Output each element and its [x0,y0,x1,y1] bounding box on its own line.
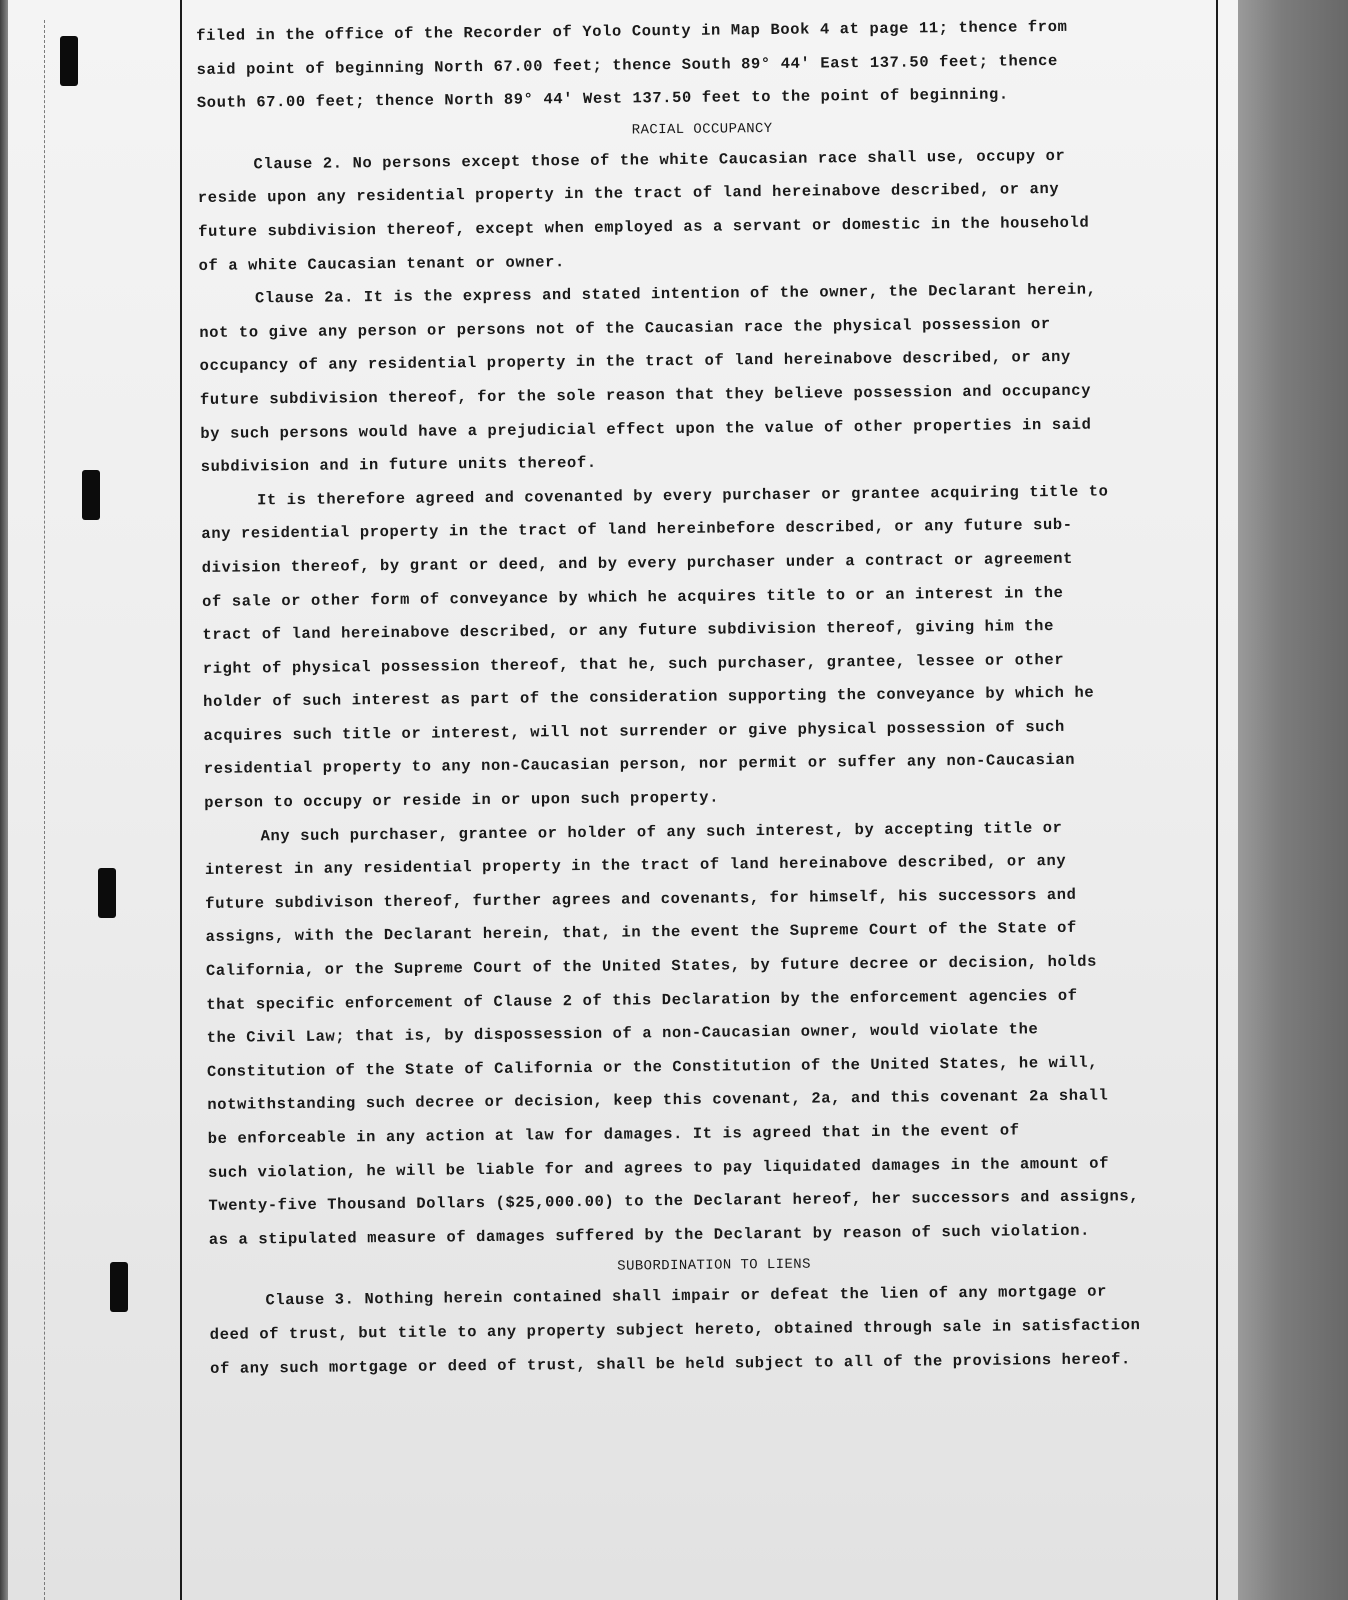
text-line: Clause 3. Nothing herein contained shall impair or defeat the lien of any mortgage or [265,1282,1108,1310]
text-line: such violation, he will be liable for and agrees to pay liquidated damages in the amount of [207,1154,1110,1182]
section-heading-subordination: SUBORDINATION TO LIENS [617,1257,811,1276]
text-line: not to give any person or persons not of the Caucasian race the physical possession or [199,314,1051,342]
text-line: by such persons would have a prejudicial effect upon the value of other properties in said [200,415,1092,443]
text-line: Twenty-five Thousand Dollars ($25,000.00) to the Declarant hereof, her successors and assigns, [208,1187,1140,1216]
intro-paragraph [196,10,1197,121]
text-line: any residential property in the tract of land hereinbefore described, or any future sub- [201,516,1073,544]
covenant-paragraph [201,474,1204,820]
binder-hole [110,1262,128,1312]
perforation-line [44,20,45,1600]
text-line: South 67.00 feet; thence North 89° 44' West 137.50 feet to the point of beginning. [196,85,1009,113]
text-line: filed in the office of the Recorder of Yolo County in Map Book 4 at page 11; thence from [196,17,1068,45]
text-line: division thereof, by grant or deed, and by every purchaser under a contract or agreement [201,549,1074,577]
text-line: future subdivison thereof, further agrees and covenants, for himself, his successors and [205,885,1077,913]
text-line: notwithstanding such decree or decision, keep this covenant, 2a, and this covenant 2a shall [207,1086,1109,1115]
text-line: Constitution of the State of California or the Constitution of the United States, he will, [206,1053,1099,1081]
text-line: assigns, with the Declarant herein, that, in the event the Supreme Court of the State of [205,919,1077,947]
text-line: reside upon any residential property in the tract of land hereinabove described, or any [197,180,1060,208]
text-line: of a white Caucasian tenant or owner. [198,252,566,275]
monitor-bezel-left [0,0,8,1600]
monitor-bezel-right [1238,0,1348,1600]
text-line: interest in any residential property in the tract of land hereinabove described, or any [204,852,1067,880]
text-line: person to occupy or reside in or upon such property. [204,788,720,813]
left-margin-rule [180,0,182,1600]
text-line: holder of such interest as part of the consideration supporting the conveyance by which he [203,683,1095,712]
text-line: the Civil Law; that is, by dispossession of a non-Caucasian owner, would violate the [206,1020,1039,1048]
text-line: Clause 2. No persons except those of the white Caucasian race shall use, occupy or [253,146,1066,174]
text-line: future subdivision thereof, except when employed as a servant or domestic in the household [198,213,1090,241]
clause-3-paragraph [209,1275,1210,1386]
text-line: subdivision and in future units thereof. [200,453,597,477]
clause-2-paragraph [197,138,1198,283]
text-line: acquires such title or interest, will not surrender or give physical possession of such [203,717,1065,745]
binder-hole [98,868,116,918]
binder-hole [82,470,100,520]
binder-hole [60,36,78,86]
text-line: future subdivision thereof, for the sole reason that they believe possession and occupancy [199,381,1092,409]
text-line: California, or the Supreme Court of the United States, by future decree or decision, holds [205,952,1098,980]
text-line: tract of land hereinabove described, or any future subdivision thereof, giving him the [202,617,1055,645]
text-line: said point of beginning North 67.00 feet; thence South 89° 44' East 137.50 feet; thence [196,51,1059,79]
right-margin-rule [1216,0,1218,1600]
text-line: occupancy of any residential property in the tract of land hereinabove described, or any [199,348,1072,376]
text-line: that specific enforcement of Clause 2 of this Declaration by the enforcement agencies of [206,986,1078,1014]
text-line: as a stipulated measure of damages suffered by the Declarant by reason of such violation. [208,1221,1091,1249]
text-line: of any such mortgage or deed of trust, shall be held subject to all of the provisions hereof. [210,1349,1132,1378]
section-heading-racial-occupancy: RACIAL OCCUPANCY [631,120,773,139]
text-line: deed of trust, but title to any property subject hereto, obtained through sale in satisfaction [209,1316,1141,1344]
text-line: It is therefore agreed and covenanted by every purchaser or grantee acquiring title to [256,482,1109,510]
damages-paragraph [204,810,1209,1257]
clause-2a-paragraph [199,273,1201,485]
text-line: Clause 2a. It is the express and stated intention of the owner, the Declarant herein, [254,280,1097,308]
text-line: of sale or other form of conveyance by which he acquires title to or an interest in the [201,583,1064,611]
text-line: residential property to any non-Caucasian person, nor permit or suffer any non-Caucasian [203,751,1076,779]
text-line: be enforceable in any action at law for damages. It is agreed that in the event of [207,1121,1020,1148]
text-line: right of physical possession thereof, that he, such purchaser, grantee, lessee or other [202,650,1065,678]
document-text [196,10,1210,1387]
text-line: Any such purchaser, grantee or holder of any such interest, by accepting title or [260,818,1063,846]
